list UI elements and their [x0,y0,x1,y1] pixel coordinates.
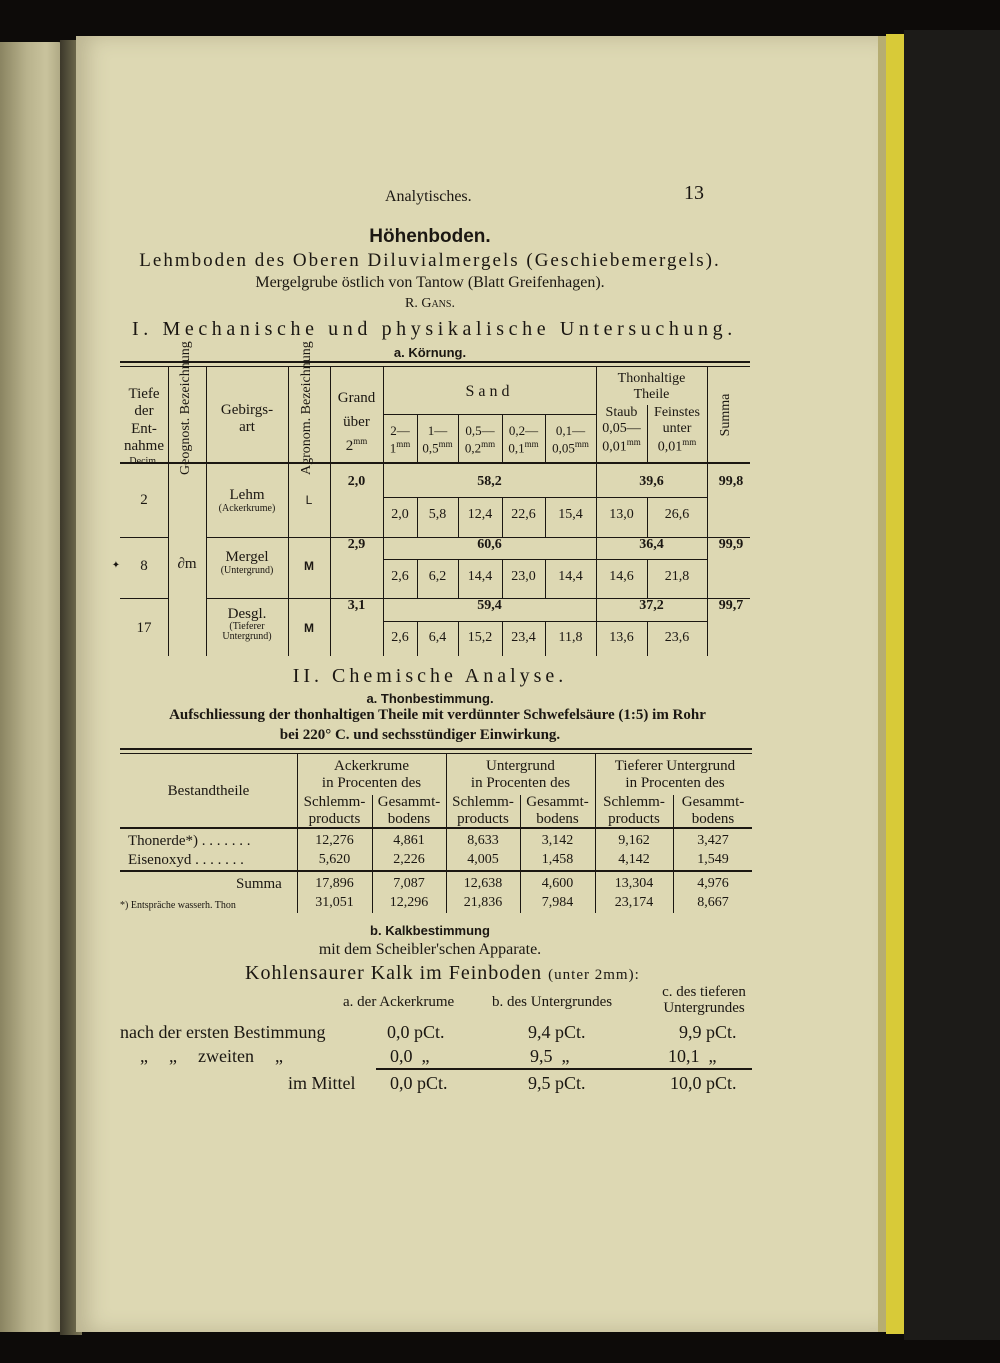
table1-top-rule [120,361,750,363]
kalk-row-label: im Mittel [288,1073,356,1093]
summa-cell: 99,7 [718,598,744,613]
tiefe-cell: 17 [136,620,152,636]
value-cell: 4,600 [541,876,574,891]
value-cell: 12,276 [315,833,354,848]
feinstes-cell: 26,6 [664,507,690,522]
row-label-footnote: *) Entspräche wasserh. Thon [120,900,236,911]
sand-cell: 2,6 [391,630,409,645]
kalk-value: 9,5 pCt. [528,1073,586,1093]
gebirgsart-cell: Lehm (Ackerkrume) [218,487,276,514]
geognost-symbol: ∂m [177,556,197,572]
table1-vline [168,366,169,656]
table1-row-rule [120,537,168,538]
value-cell: 1,458 [541,852,574,867]
running-head: Analytisches. [385,188,472,205]
table1-vline [288,366,289,656]
table1-top-rule-thin [120,366,750,367]
sand-total-cell: 60,6 [477,537,502,552]
summa-cell: 99,8 [718,474,744,489]
value-cell: 17,896 [315,876,354,891]
sand-cell: 15,4 [558,507,583,522]
kalk-col-a: a. der Ackerkrume [343,994,455,1010]
value-cell: 13,304 [614,876,654,891]
kalk-value: 0,0 „ [390,1046,430,1066]
header-tiefe: Tiefe der Ent- nahme [124,386,164,454]
sand-cell: 2,6 [391,569,409,584]
header-schlemm: Schlemm- products [452,794,514,828]
sand-cell: 2,0 [391,507,409,522]
table2-top-rule [120,748,752,750]
feinstes-cell: 23,6 [664,630,690,645]
row-label-thonerde: Thonerde*) . . . . . . . [128,833,251,849]
kalk-value: 9,9 pCt. [679,1022,737,1042]
sand-cell: 5,8 [428,507,447,522]
page-number: 13 [684,182,704,204]
header-sand-col: 0,2— $0,1^{mm}$ [508,423,539,456]
section-2-desc: Aufschliessung der thonhaltigen Theile mit verdünnter Schwefelsäure (1:5) im Rohr [169,707,706,723]
subtitle: Lehmboden des Oberen Diluvialmergels (Geschiebemergels). [139,250,721,271]
header-tieferer: Tieferer Untergrund in Procenten des [614,758,736,792]
value-cell: 3,427 [697,833,729,848]
margin-mark: ✦ [111,560,121,571]
tiefe-cell: 8 [140,558,148,574]
section-2-sub: a. Thonbestimmung. [366,691,494,706]
value-cell: 4,861 [393,833,425,848]
author: R. Gans. [405,296,455,311]
agronom-cell: M [304,621,314,635]
header-feinstes: Feinstes unter $0,01^{mm}$ [654,405,700,455]
gebirgsart-cell: Desgl. (Tieferer Untergrund) [222,606,272,642]
agronom-cell: M [304,559,314,573]
gebirgsart-cell: Mergel (Untergrund) [220,549,274,576]
table1-row-rule [120,598,168,599]
agronom-cell: L [305,493,313,507]
kalk-row-label: „ „ zweiten „ [140,1046,283,1066]
header-staub: Staub 0,05— $0,01^{mm}$ [602,405,641,455]
header-ackerkrume: Ackerkrume in Procenten des [321,758,422,792]
value-cell: 12,638 [463,876,503,891]
value-cell: 7,984 [541,895,574,910]
thon-total-cell: 39,6 [639,474,664,489]
grand-cell: 3,1 [347,598,366,613]
row-label-summa: Summa [236,876,282,892]
kalk-value: 9,5 „ [530,1046,570,1066]
value-cell: 1,549 [697,852,729,867]
kalk-value: 0,0 pCt. [390,1073,448,1093]
header-sand-col: 2— $1^{mm}$ [389,423,411,456]
value-cell: 4,005 [467,852,499,867]
sand-cell: 14,4 [558,569,583,584]
header-agronom: Agronom. Bezeichnung [299,341,314,475]
sand-cell: 22,6 [511,507,536,522]
table2-top-rule-thin [120,753,752,754]
page-edges-gilt [886,34,904,1334]
main-title: Höhenboden. [369,226,491,247]
section-1-heading: I. Mechanische und physikalische Untersuchung. [132,318,737,340]
kalk-sub: b. Kalkbestimmung [370,923,490,938]
kalk-sum-rule [376,1068,752,1070]
value-cell: 2,226 [393,852,425,867]
table1-header-rule [120,462,750,464]
staub-cell: 14,6 [609,569,634,584]
sand-cell: 12,4 [467,507,493,522]
value-cell: 8,667 [697,895,729,910]
kalk-row-label: nach der ersten Bestimmung [120,1022,326,1042]
value-cell: 3,142 [541,833,574,848]
section-2-heading: II. Chemische Analyse. [292,665,568,687]
sand-cell: 6,4 [428,630,447,645]
value-cell: 5,620 [318,852,351,867]
sand-cell: 23,0 [511,569,536,584]
kalk-col-c: c. des tieferen Untergrundes [662,984,746,1016]
value-cell: 9,162 [618,833,650,848]
header-schlemm: Schlemm- products [303,794,366,828]
staub-cell: 13,0 [609,507,634,522]
kalk-value: 10,1 „ [668,1046,717,1066]
sand-cell: 11,8 [558,630,583,645]
header-sand: Sand [465,383,514,400]
value-cell: 8,633 [467,833,499,848]
summa-cell: 99,9 [718,537,744,552]
header-sand-col: 0,1— $0,05^{mm}$ [552,423,589,456]
header-thonhaltige: Thonhaltige Theile [617,371,686,403]
kalk-line: mit dem Scheibler'schen Apparate. [318,941,542,958]
left-page-edge [0,42,66,1332]
kalk-col-b: b. des Untergrundes [492,994,613,1010]
sand-total-cell: 59,4 [477,598,502,613]
value-cell: 23,174 [614,895,654,910]
tiefe-cell: 2 [140,492,148,508]
feinstes-cell: 21,8 [664,569,690,584]
header-geognost: Geognost. Bezeichnung [178,341,193,475]
staub-cell: 13,6 [609,630,634,645]
thon-total-cell: 36,4 [639,537,664,552]
kalk-value: 10,0 pCt. [670,1073,737,1093]
sand-cell: 6,2 [428,569,447,584]
sand-sub-rule [383,414,596,415]
kalk-value: 0,0 pCt. [387,1022,445,1042]
sand-total-cell: 58,2 [477,474,502,489]
header-sand-col: 0,5— $0,2^{mm}$ [464,423,496,456]
value-cell: 7,087 [393,876,425,891]
grand-cell: 2,9 [347,537,366,552]
header-gesammt: Gesammt- bodens [681,794,745,828]
book-cover [904,30,1000,1340]
table2-sum-rule [120,870,752,872]
header-bestandtheile: Bestandtheile [167,783,250,799]
sand-cell: 15,2 [467,630,493,645]
location: Mergelgrube östlich von Tantow (Blatt Greifenhagen). [255,274,605,291]
grand-cell: 2,0 [347,474,366,489]
thon-total-cell: 37,2 [639,598,664,613]
header-gesammt: Gesammt- bodens [377,794,441,828]
section-2-desc: bei 220° C. und sechsstündiger Einwirkung. [279,727,561,743]
header-grand: Grand über $2^{mm}$ [337,390,376,454]
value-cell: 4,976 [697,876,729,891]
header-gebirgsart: Gebirgs- art [220,402,274,436]
value-cell: 12,296 [389,895,429,910]
kalk-value: 9,4 pCt. [528,1022,586,1042]
header-summa: Summa [718,393,733,437]
value-cell: 4,142 [618,852,650,867]
sand-cell: 23,4 [511,630,536,645]
header-decim: Decim. [129,456,159,467]
header-untergrund: Untergrund in Procenten des [470,758,571,792]
section-1-sub: a. Körnung. [393,345,467,360]
page-edge [878,36,886,1332]
value-cell: 21,836 [463,895,503,910]
header-schlemm: Schlemm- products [603,794,665,828]
kalk-heading: Kohlensaurer Kalk im Feinboden (unter 2mm): [245,962,640,984]
value-cell: 31,051 [315,895,354,910]
header-sand-col: 1— $0,5^{mm}$ [422,423,453,456]
sand-cell: 14,4 [467,569,493,584]
row-label-eisenoxyd: Eisenoxyd . . . . . . . [128,852,244,868]
header-gesammt: Gesammt- bodens [526,794,589,828]
